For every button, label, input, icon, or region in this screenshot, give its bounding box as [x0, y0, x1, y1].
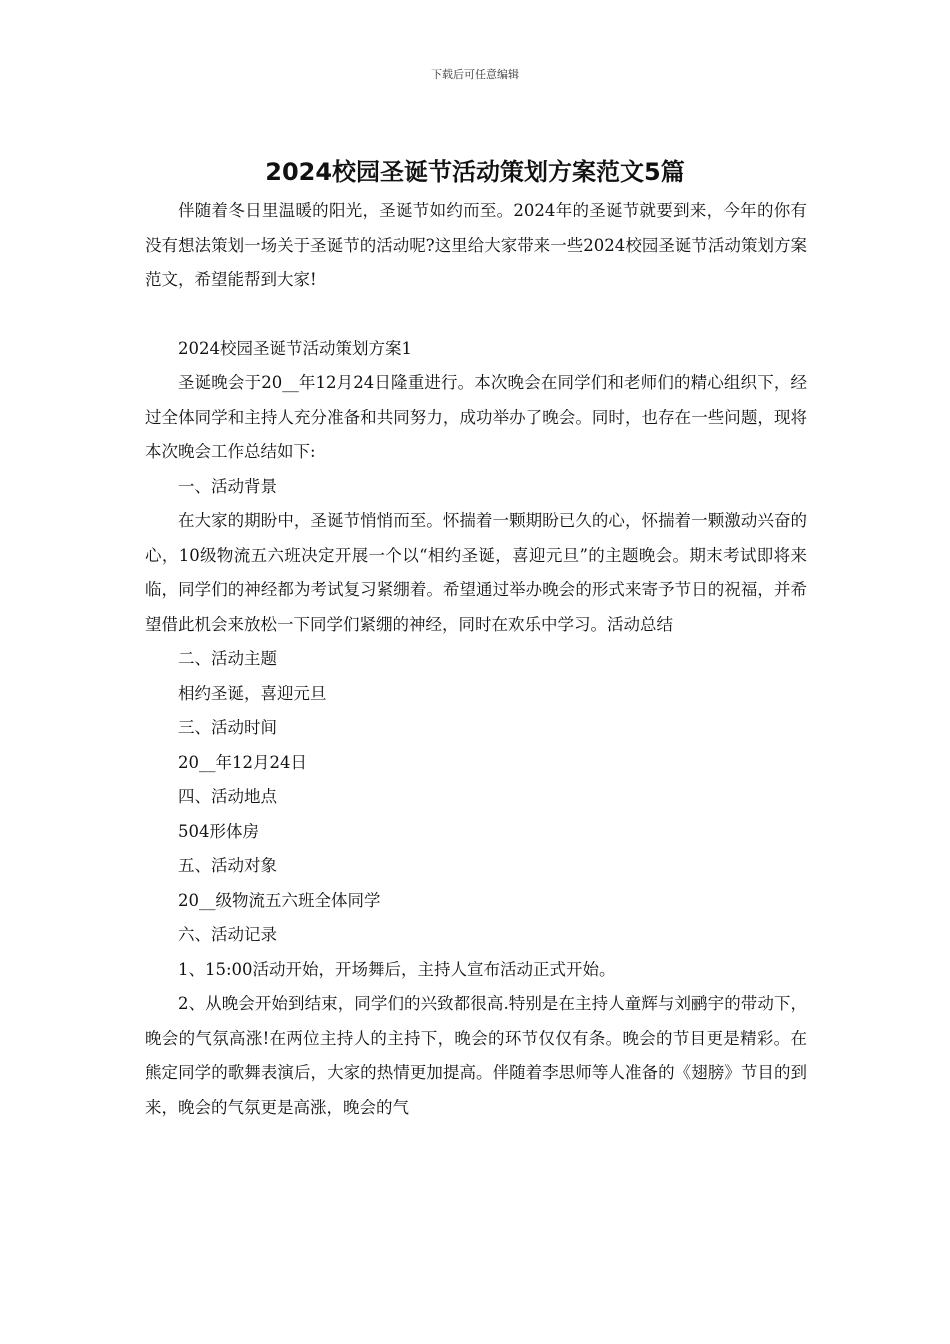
heading-theme: 二、活动主题: [178, 649, 277, 668]
time-value: 20__年12月24日: [178, 752, 307, 772]
heading-background: 一、活动背景: [178, 476, 277, 496]
body-paragraph: 在大家的期盼中，圣诞节悄悄而至。怀揣着一颗期盼已久的心，怀揣着一颗激动兴奋的心，10级物流五六班决定开展一个以“相约圣诞，喜迎元旦”的主题晚会。期末考试即将来临，同学们的神经都为考试复习紧绷着。希望通过举办晚会的形式来寄予节日的祝福，并希望借此机会来放松一下同学们紧绷的神经，同时在欢乐中学习。活动总结: [145, 511, 807, 634]
paragraph-spacer: [145, 298, 807, 332]
heading-record: 六、活动记录: [178, 925, 277, 944]
audience-value: 20__级物流五六班全体同学: [178, 890, 381, 910]
heading-time: 三、活动时间: [178, 718, 277, 737]
theme-value: 相约圣诞，喜迎元旦: [178, 683, 327, 703]
record-item: 1、15:00活动开始，开场舞后，主持人宣布活动正式开始。: [178, 959, 616, 979]
section-title: 2024校园圣诞节活动策划方案1: [178, 338, 412, 358]
document-body: [145, 194, 807, 1125]
body-paragraph: 圣诞晚会于20__年12月24日隆重进行。本次晚会在同学们和老师们的精心组织下，经过全体同学和主持人充分准备和共同努力，成功举办了晚会。同时，也存在一些问题，现将本次晚会工作总结如下:: [145, 373, 807, 461]
heading-audience: 五、活动对象: [178, 856, 277, 875]
location-value: 504形体房: [178, 821, 259, 841]
heading-location: 四、活动地点: [178, 787, 277, 806]
page-header-note: 下载后可任意编辑: [431, 68, 519, 81]
document-title: 2024校园圣诞节活动策划方案范文5篇: [265, 158, 685, 186]
record-item: 2、从晚会开始到结束，同学们的兴致都很高.特别是在主持人童辉与刘鹂宇的带动下，晚会的气氛高涨!在两位主持人的主持下，晚会的环节仅仅有条。晚会的节目更是精彩。在熊定同学的歌舞表演后，大家的热情更加提高。伴随着李思师等人准备的《翅膀》节目的到来，晚会的气氛更是高涨，晚会的气: [145, 994, 807, 1117]
intro-paragraph: 伴随着冬日里温暖的阳光，圣诞节如约而至。2024年的圣诞节就要到来，今年的你有没有想法策划一场关于圣诞节的活动呢?这里给大家带来一些2024校园圣诞节活动策划方案范文，希望能帮到大家!: [145, 201, 807, 289]
